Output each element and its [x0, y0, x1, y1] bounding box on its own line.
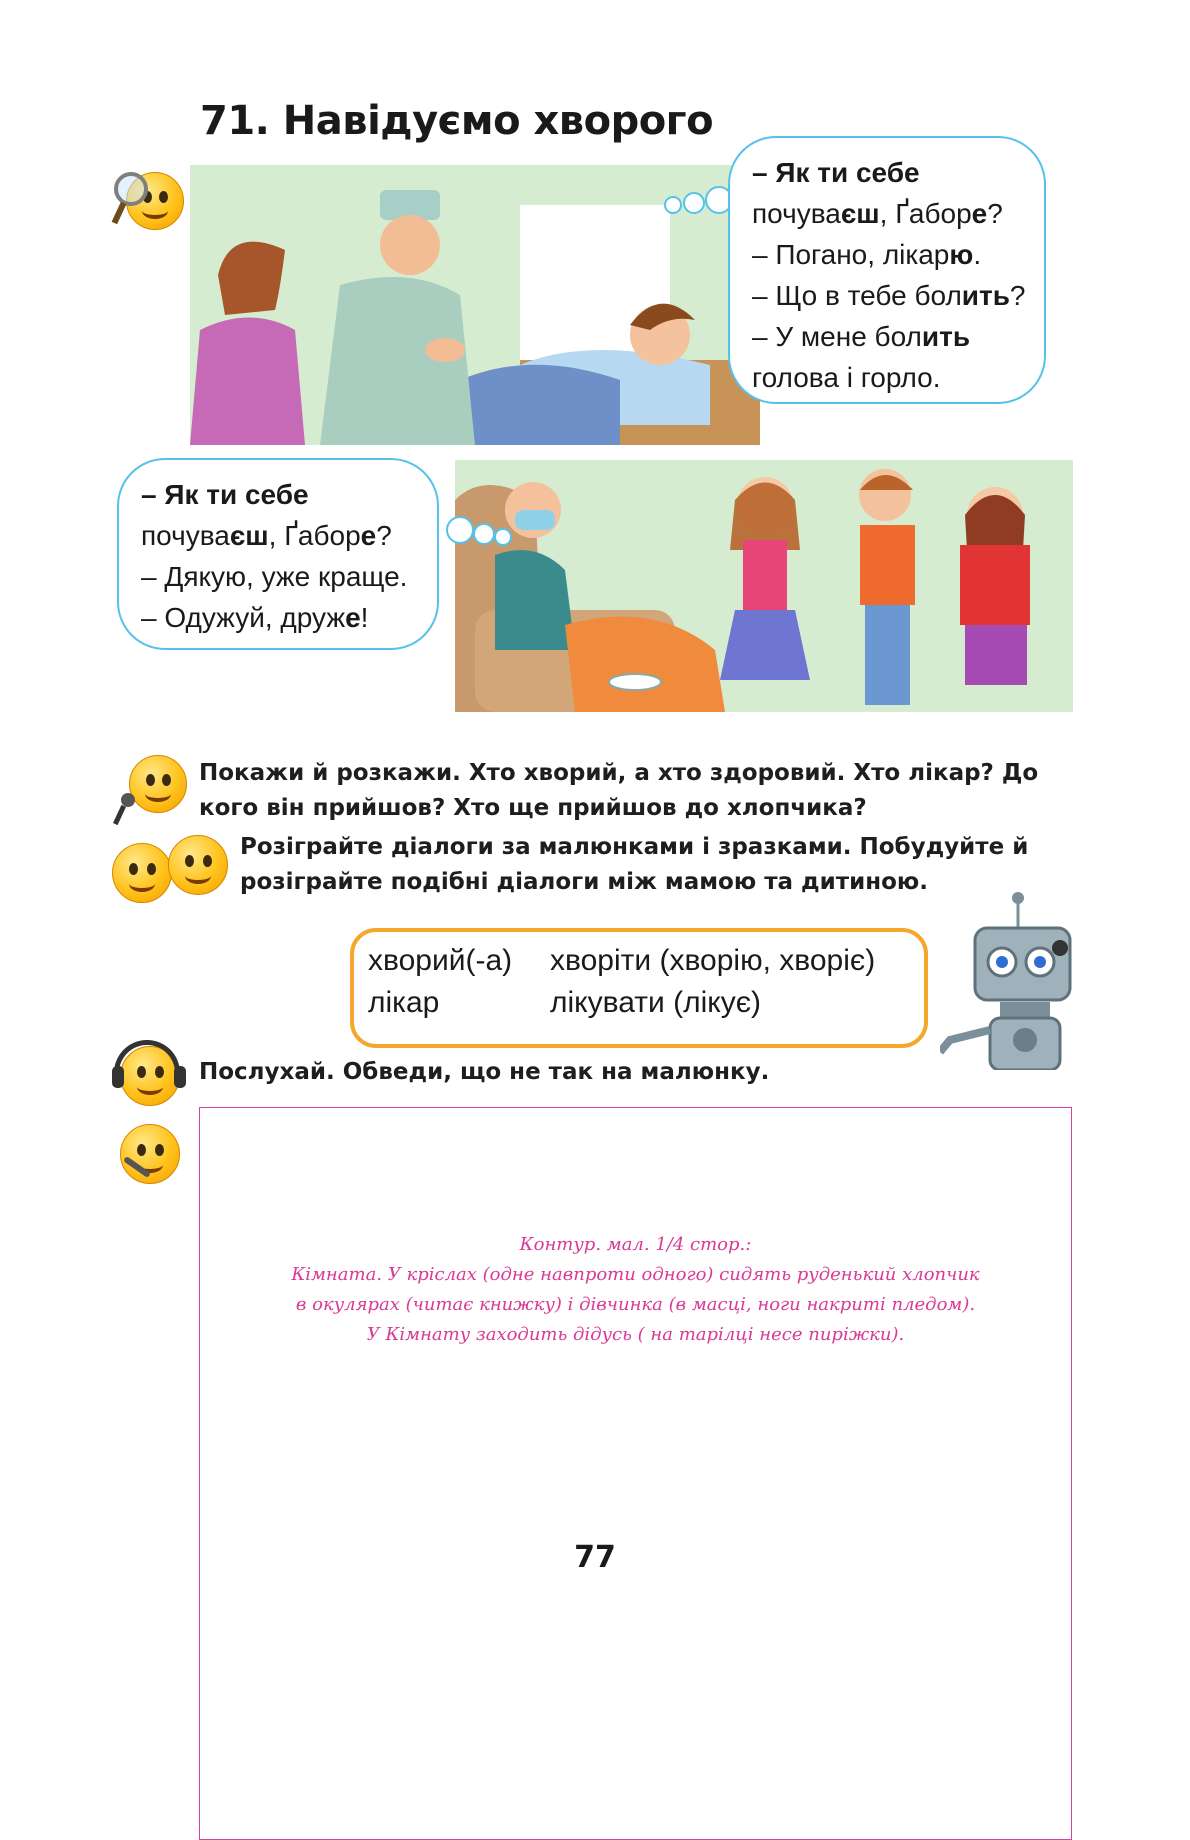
dialog-text: , Ґабор	[268, 520, 361, 551]
dialog-text: –	[752, 157, 776, 188]
dialog-line	[752, 152, 1024, 193]
phone-smiley-icon	[114, 1120, 186, 1192]
dialog-line	[752, 316, 1024, 357]
dialog-text: – Одужуй, друж	[141, 602, 346, 633]
illustration-note-line-2: Кімната. У кріслах (одне навпроти одного) сидять руденький хлопчик	[291, 1264, 980, 1285]
headphones-smiley-icon	[112, 1040, 186, 1110]
dialog-bubble-doctor	[728, 136, 1046, 404]
dialog-text: –	[141, 479, 165, 510]
picture-placeholder-box	[199, 1107, 1072, 1840]
dialog-text: ?	[987, 198, 1003, 229]
dialog-text: .	[973, 239, 982, 270]
microphone-smiley-icon	[115, 755, 189, 827]
dialog-text: – Погано, лікар	[752, 239, 950, 270]
dialog-text: – У мене бол	[752, 321, 922, 352]
dialog-bubble-friends	[117, 458, 439, 650]
magnifier-smiley-icon	[112, 168, 190, 238]
dialog-text: ить	[961, 280, 1010, 311]
dialog-text: е	[345, 602, 361, 633]
dialog-line	[752, 234, 1024, 275]
vocab-forms-1: хворіти (хворію, хворіє)	[550, 944, 876, 977]
page-title: 71. Навідуємо хворого	[200, 98, 714, 144]
task-roleplay: Розіграйте діалоги за малюнками і зразками. Побудуйте й розіграйте подібні діалоги між мамою та дитиною.	[240, 834, 1029, 895]
dialog-text: Як ти себе	[775, 157, 920, 188]
dialog-text: ?	[1009, 280, 1026, 311]
illustration-note-line-3: в окулярах (читає книжку) і дівчинка (в масці, ноги накриті пледом).	[295, 1294, 976, 1315]
dialog-line	[141, 474, 417, 515]
vocab-forms-2: лікувати (лікує)	[550, 986, 762, 1019]
dialog-text: е	[360, 520, 377, 551]
dialog-text: Як ти себе	[164, 479, 309, 510]
page-number: 77	[574, 1540, 616, 1575]
vocabulary-box	[350, 928, 928, 1048]
dialog-text: е	[971, 198, 988, 229]
dialog-text: почува	[141, 520, 230, 551]
dialog-line	[141, 515, 417, 556]
dialog-line	[752, 275, 1024, 316]
vocab-word-2: лікар	[368, 986, 440, 1019]
dialog-line	[752, 193, 1024, 234]
friends-visit-illustration	[455, 460, 1073, 712]
dialog-text: ить	[921, 321, 971, 352]
dialog-text: єш	[840, 198, 880, 229]
dialog-line	[752, 357, 1024, 398]
illustration-note-line-4: У Кімнату заходить дідусь ( на тарілці несе пиріжки).	[366, 1324, 905, 1345]
dialog-text: голова і горло.	[752, 362, 941, 393]
illustration-note-line-1: Контур. мал. 1/4 стор.:	[519, 1234, 752, 1255]
handshake-smileys-icon	[112, 835, 228, 907]
dialog-text: , Ґабор	[879, 198, 972, 229]
robot-icon	[940, 890, 1080, 1070]
task-listen: Послухай. Обведи, що не так на малюнку.	[199, 1059, 770, 1085]
dialog-text: ю	[949, 239, 974, 270]
dialog-text: !	[360, 602, 369, 633]
dialog-text: – Що в тебе бол	[752, 280, 962, 311]
dialog-text: єш	[229, 520, 269, 551]
dialog-text: ?	[376, 520, 392, 551]
dialog-text: – Дякую, уже краще.	[141, 561, 408, 592]
dialog-text: почува	[752, 198, 841, 229]
task-show-tell: Покажи й розкажи. Хто хворий, а хто здоровий. Хто лікар? До кого він прийшов? Хто ще прийшов до хлопчика?	[199, 760, 1039, 821]
dialog-line	[141, 597, 417, 638]
dialog-line	[141, 556, 417, 597]
vocab-word-1: хворий(-а)	[368, 944, 513, 977]
